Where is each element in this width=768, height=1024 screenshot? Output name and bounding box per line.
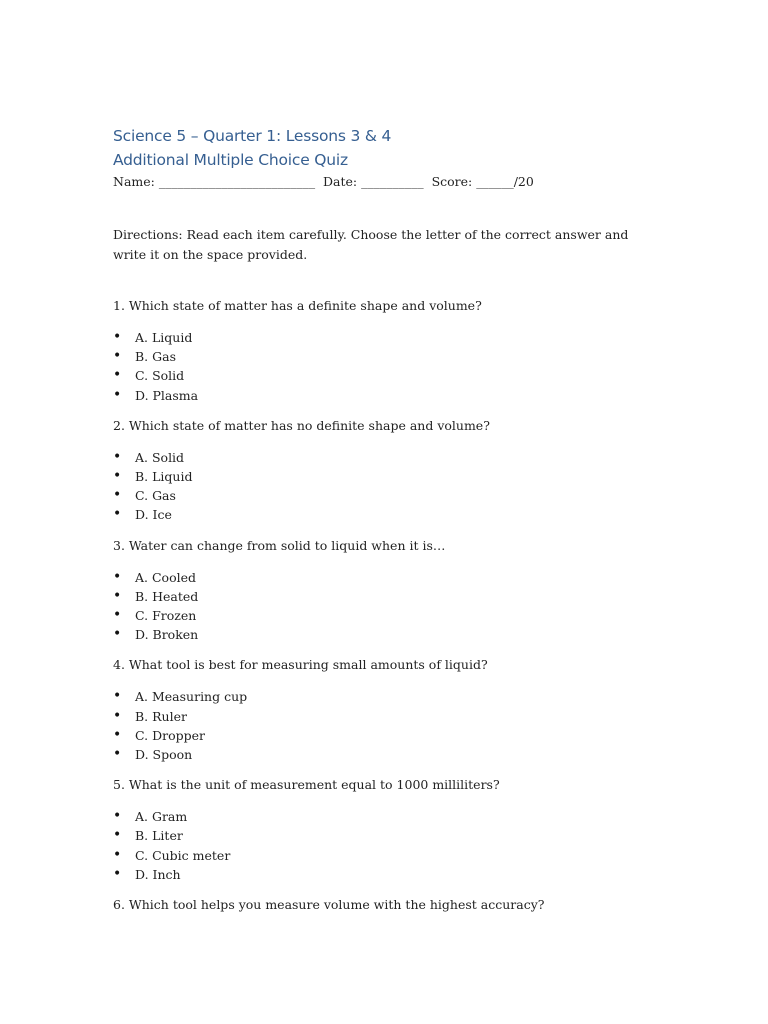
answer-option (113, 807, 673, 826)
question-list (113, 296, 673, 927)
bullet-icon: • (113, 746, 122, 763)
answer-option (113, 328, 673, 347)
bullet-icon: • (113, 726, 122, 743)
document-title-line1: Science 5 – Quarter 1: Lessons 3 & 4 (113, 127, 392, 145)
answer-option (113, 606, 673, 625)
answer-option (113, 625, 673, 644)
bullet-icon: • (113, 367, 122, 384)
bullet-icon: • (113, 587, 122, 604)
bullet-icon: • (113, 468, 122, 485)
answer-options (113, 807, 673, 884)
answer-option-label: C. Dropper (135, 727, 205, 743)
directions-text: Directions: Read each item carefully. Choose the letter of the correct answer and write it on the space provided. (113, 227, 629, 262)
bullet-icon: • (113, 846, 122, 863)
answer-option (113, 846, 673, 865)
bullet-icon: • (113, 607, 122, 624)
answer-option-label: B. Liter (135, 828, 183, 844)
answer-option (113, 687, 673, 706)
question-text: 6. Which tool helps you measure volume with the highest accuracy? (113, 897, 545, 913)
answer-option-label: D. Spoon (135, 747, 193, 763)
bullet-icon: • (113, 448, 122, 465)
answer-option (113, 366, 673, 385)
answer-option (113, 826, 673, 845)
answer-option-label: A. Liquid (135, 330, 193, 345)
answer-option-label: D. Broken (135, 627, 199, 643)
answer-option-label: B. Ruler (135, 708, 187, 724)
answer-option-label: C. Solid (135, 368, 185, 384)
answer-options (113, 448, 673, 525)
bullet-icon: • (113, 487, 122, 504)
bullet-icon: • (113, 827, 122, 844)
answer-option (113, 486, 673, 505)
bullet-icon: • (113, 865, 122, 882)
answer-option (113, 568, 673, 587)
bullet-icon: • (113, 506, 122, 523)
answer-option (113, 707, 673, 726)
question-text: 3. Water can change from solid to liquid when it is… (113, 537, 446, 553)
question-item (113, 536, 673, 645)
bullet-icon: • (113, 707, 122, 724)
answer-option-label: D. Plasma (135, 387, 199, 403)
answer-option-label: A. Solid (135, 449, 185, 465)
answer-option (113, 467, 673, 486)
answer-option (113, 865, 673, 884)
student-info-line (113, 172, 673, 192)
answer-option-label: A. Measuring cup (135, 689, 248, 705)
question-item (113, 416, 673, 525)
question-item (113, 296, 673, 405)
answer-option (113, 386, 673, 405)
answer-option-label: D. Ice (135, 507, 172, 523)
answer-option (113, 448, 673, 467)
quiz-document (113, 124, 673, 913)
answer-options (113, 568, 673, 645)
answer-option-label: C. Cubic meter (135, 847, 231, 863)
name-field: Name: _________________________ (113, 174, 316, 189)
bullet-icon: • (113, 688, 122, 705)
score-field: Score: ______/20 (431, 174, 534, 189)
answer-option (113, 587, 673, 606)
question-text: 5. What is the unit of measurement equal to 1000 milliliters? (113, 777, 500, 793)
bullet-icon: • (113, 348, 122, 365)
answer-option-label: C. Frozen (135, 608, 197, 624)
answer-options (113, 328, 673, 405)
question-item (113, 895, 673, 915)
bullet-icon: • (113, 329, 122, 345)
question-text: 2. Which state of matter has no definite shape and volume? (113, 417, 490, 433)
question-text: 4. What tool is best for measuring small amounts of liquid? (113, 657, 488, 673)
answer-option-label: A. Gram (135, 809, 188, 825)
answer-option (113, 726, 673, 745)
answer-option (113, 347, 673, 366)
answer-option-label: B. Heated (135, 588, 199, 604)
answer-option (113, 505, 673, 524)
answer-option-label: C. Gas (135, 488, 176, 504)
answer-option-label: A. Cooled (135, 569, 196, 585)
answer-options (113, 687, 673, 764)
answer-option-label: B. Gas (135, 349, 176, 365)
answer-option-label: D. Inch (135, 866, 181, 882)
date-field: Date: __________ (323, 174, 424, 189)
document-title-line2: Additional Multiple Choice Quiz (113, 151, 348, 169)
bullet-icon: • (113, 626, 122, 643)
answer-option-label: B. Liquid (135, 469, 193, 485)
question-text: 1. Which state of matter has a definite shape and volume? (113, 298, 482, 313)
answer-option (113, 745, 673, 764)
bullet-icon: • (113, 568, 122, 585)
bullet-icon: • (113, 808, 122, 825)
question-item (113, 655, 673, 764)
question-item (113, 775, 673, 884)
bullet-icon: • (113, 386, 122, 403)
